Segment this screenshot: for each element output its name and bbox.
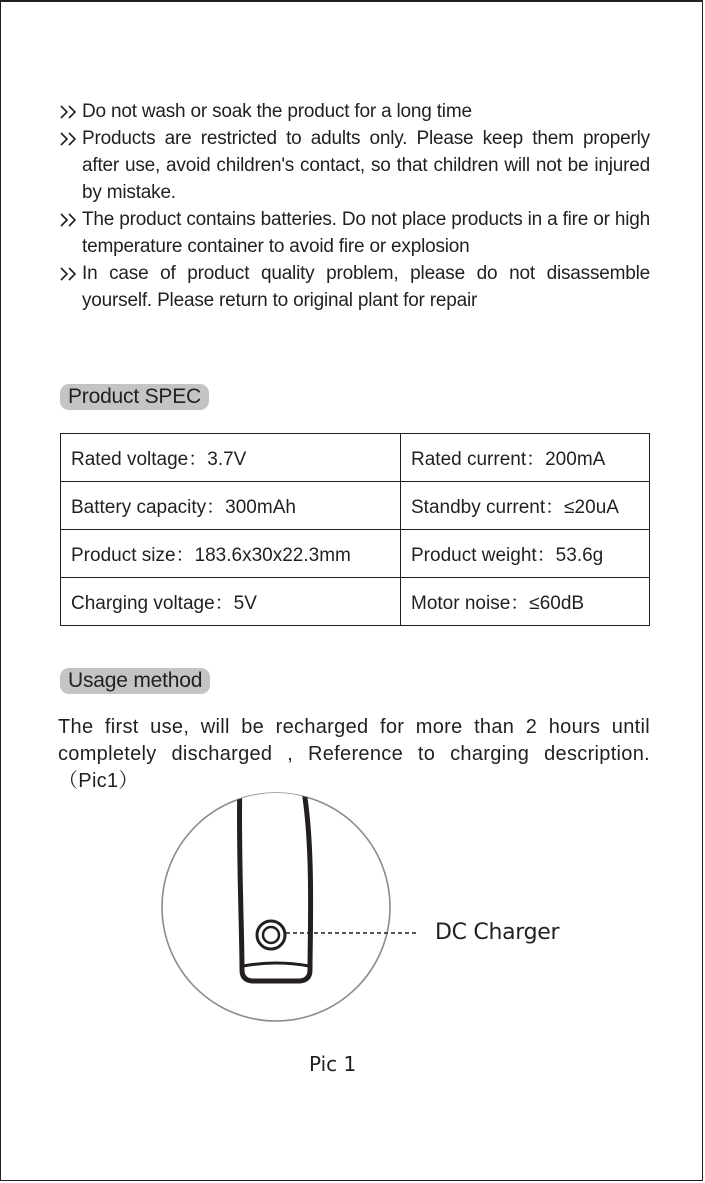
double-chevron-right-icon	[60, 132, 78, 146]
spec-cell: Standby current：≤20uA	[401, 482, 650, 530]
note-text: Do not wash or soak the product for a long time	[82, 101, 472, 122]
spec-cell: Battery capacity：300mAh	[61, 482, 401, 530]
spec-cell: Charging voltage：5V	[61, 578, 401, 626]
note-item	[58, 98, 650, 125]
spec-cell: Product size：183.6x30x22.3mm	[61, 530, 401, 578]
spec-cell: Rated voltage：3.7V	[61, 434, 401, 482]
spec-heading: Product SPEC	[60, 384, 209, 410]
note-item	[58, 125, 650, 206]
double-chevron-right-icon	[60, 267, 78, 281]
device-body	[239, 780, 310, 981]
double-chevron-right-icon	[60, 105, 78, 119]
table-row	[61, 578, 650, 626]
note-text: In case of product quality problem, please do not disassemble yourself. Please return to original plant for repair	[82, 263, 650, 311]
double-chevron-right-icon	[60, 213, 78, 227]
note-text: Products are restricted to adults only. Please keep them properly after use, avoid children's contact, so that children will not be injured by mistake.	[82, 128, 650, 203]
spec-cell: Product weight：53.6g	[401, 530, 650, 578]
table-row	[61, 482, 650, 530]
dc-charger-label: DC Charger	[435, 920, 560, 945]
note-item	[58, 260, 650, 314]
table-row	[61, 434, 650, 482]
figure-caption: Pic 1	[309, 1052, 357, 1076]
usage-text: The first use, will be recharged for more than 2 hours until completely discharged , Reference to charging description. （Pic1）	[58, 716, 650, 792]
spec-cell: Rated current：200mA	[401, 434, 650, 482]
usage-heading: Usage method	[60, 668, 210, 694]
table-row	[61, 530, 650, 578]
note-text: The product contains batteries. Do not place products in a fire or high temperature container to avoid fire or explosion	[82, 209, 650, 257]
spec-table	[60, 433, 650, 626]
safety-notes	[58, 98, 650, 314]
dc-port-icon	[257, 921, 285, 949]
note-item	[58, 206, 650, 260]
spec-cell: Motor noise：≤60dB	[401, 578, 650, 626]
charging-port-illustration	[150, 780, 430, 1030]
